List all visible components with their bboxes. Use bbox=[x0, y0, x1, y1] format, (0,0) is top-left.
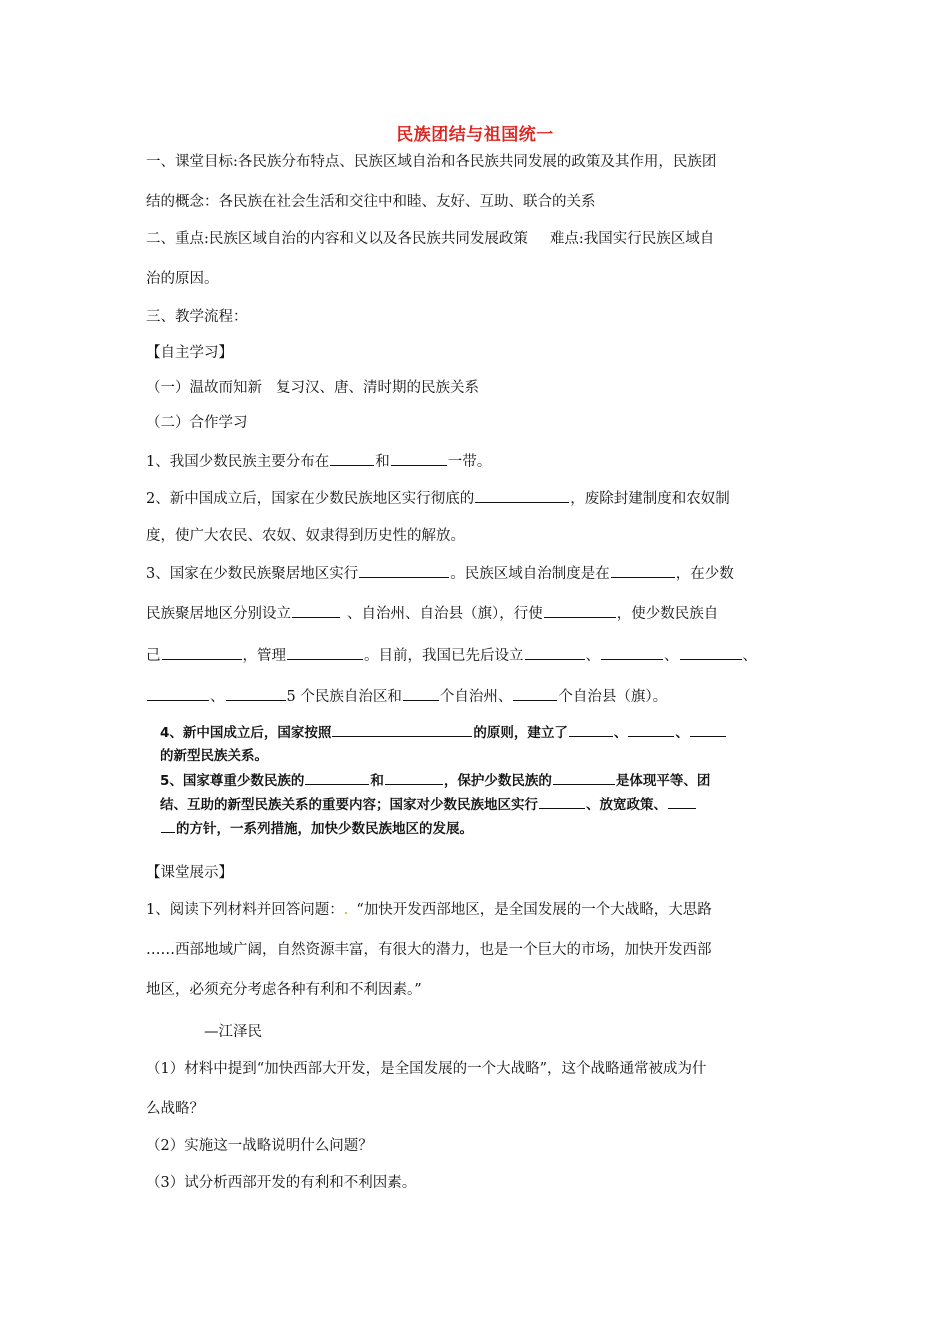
objective-line-1: 一、课堂目标:各民族分布特点、民族区域自治和各民族共同发展的政策及其作用，民族团 bbox=[146, 154, 717, 170]
q5-text-l3: 的方针，一系列措施，加快少数民族地区的发展。 bbox=[176, 821, 473, 837]
answer-blank[interactable] bbox=[162, 645, 242, 660]
answer-blank[interactable] bbox=[287, 645, 363, 660]
review-topic: 复习汉、唐、清时期的民族关系 bbox=[276, 380, 479, 396]
q3-text-f: ，使少数民族自 bbox=[616, 606, 719, 622]
sub-question-3: （3）试分析西部开发的有利和不利因素。 bbox=[146, 1175, 417, 1191]
key-points-line-1 bbox=[146, 229, 714, 249]
q3-text-c: ，在少数 bbox=[675, 566, 734, 582]
q3-text-g: 己 bbox=[146, 648, 161, 664]
answer-blank[interactable] bbox=[601, 645, 663, 660]
answer-blank[interactable] bbox=[161, 818, 175, 833]
sub-question-1-line-1: （1）材料中提到“加快西部大开发，是全国发展的一个大战略”，这个战略通常被成为什 bbox=[146, 1061, 707, 1077]
material-line-2: ……西部地域广阔，自然资源丰富，有很大的潜力，也是一个巨大的市场，加快开发西部 bbox=[146, 942, 712, 958]
answer-blank[interactable] bbox=[539, 794, 585, 809]
separator: 、 bbox=[613, 725, 628, 741]
question-3-line-1 bbox=[146, 563, 734, 584]
answer-blank[interactable] bbox=[359, 563, 449, 578]
answer-blank[interactable] bbox=[611, 563, 675, 578]
answer-blank[interactable] bbox=[513, 686, 557, 701]
answer-blank[interactable] bbox=[385, 770, 443, 785]
q1-text-b: 和 bbox=[375, 454, 390, 470]
difficulty-text: 难点:我国实行民族区域自 bbox=[549, 231, 715, 247]
q3-text-k: 个自治州、 bbox=[439, 689, 513, 705]
question-5-line-3 bbox=[160, 818, 473, 839]
answer-blank[interactable] bbox=[475, 488, 569, 503]
mark-dot: . bbox=[343, 902, 349, 918]
q5-text-d: 是体现平等、团 bbox=[615, 773, 711, 789]
q5-text-b: 和 bbox=[370, 773, 384, 789]
cooperative-study-line: （二）合作学习 bbox=[146, 415, 248, 431]
answer-blank[interactable] bbox=[391, 451, 447, 466]
answer-blank[interactable] bbox=[292, 603, 340, 618]
answer-blank[interactable] bbox=[690, 722, 726, 737]
answer-blank[interactable] bbox=[668, 794, 696, 809]
review-label: （一）温故而知新 bbox=[146, 380, 262, 396]
process-heading: 三、教学流程： bbox=[146, 309, 248, 325]
key-points-line-2: 治的原因。 bbox=[146, 271, 219, 287]
answer-blank[interactable] bbox=[330, 451, 374, 466]
quote-author: —江泽民 bbox=[204, 1024, 262, 1040]
separator: 、 bbox=[585, 648, 600, 664]
question-3-line-3 bbox=[146, 645, 757, 666]
q3-text-b: 。民族区域自治制度是在 bbox=[450, 566, 610, 582]
q4-text-b: 的原则，建立了 bbox=[473, 725, 568, 741]
question-2-line-2: 度，使广大农民、农奴、奴隶得到历史性的解放。 bbox=[146, 528, 465, 544]
q3-text-i: 。目前，我国已先后设立 bbox=[364, 648, 524, 664]
self-study-header: 【自主学习】 bbox=[146, 345, 233, 361]
q3-text-a: 3、国家在少数民族聚居地区实行 bbox=[146, 566, 359, 582]
answer-blank[interactable] bbox=[525, 645, 585, 660]
question-2-line-1 bbox=[146, 488, 730, 509]
answer-blank[interactable] bbox=[226, 686, 286, 701]
q5-text-l2b: 、放宽政策、 bbox=[586, 797, 667, 813]
q3-text-e: 、自治州、自治县（旗），行使 bbox=[347, 606, 543, 622]
material-line-3: 地区，必须充分考虑各种有利和不利因素。” bbox=[146, 982, 422, 998]
answer-blank[interactable] bbox=[569, 722, 613, 737]
q5-text-l2a: 结、互助的新型民族关系的重要内容；国家对少数民族地区实行 bbox=[160, 797, 538, 813]
q5-text-c: ，保护少数民族的 bbox=[443, 773, 552, 789]
material-intro: 1、阅读下列材料并回答问题： bbox=[146, 902, 344, 918]
q1-text-c: 一带。 bbox=[447, 454, 492, 470]
sub-question-2: （2）实施这一战略说明什么问题？ bbox=[146, 1138, 373, 1154]
answer-blank[interactable] bbox=[332, 722, 472, 737]
q2-text-a: 2、新中国成立后，国家在少数民族地区实行彻底的 bbox=[146, 491, 475, 507]
page-title: 民族团结与祖国统一 bbox=[396, 125, 554, 145]
q3-text-h: ，管理 bbox=[242, 648, 286, 664]
separator: 、 bbox=[210, 689, 225, 705]
q3-text-l: 个自治县（旗）。 bbox=[558, 689, 668, 705]
separator: 、 bbox=[742, 648, 757, 664]
q5-text-a: 5、国家尊重少数民族的 bbox=[160, 773, 305, 789]
q4-text-a: 4、新中国成立后，国家按照 bbox=[160, 725, 332, 741]
sub-question-1-line-2: 么战略？ bbox=[146, 1101, 204, 1117]
objective-line-2: 结的概念：各民族在社会生活和交往中和睦、友好、互助、联合的关系 bbox=[146, 194, 596, 210]
material-quote-start: “加快开发西部地区，是全国发展的一个大战略，大思路 bbox=[356, 902, 712, 918]
separator: 、 bbox=[675, 725, 689, 741]
question-3-line-2 bbox=[146, 603, 718, 624]
answer-blank[interactable] bbox=[553, 770, 615, 785]
question-4-line-1 bbox=[160, 722, 727, 743]
q1-text-a: 1、我国少数民族主要分布在 bbox=[146, 454, 330, 470]
review-line bbox=[146, 378, 479, 398]
answer-blank[interactable] bbox=[544, 603, 616, 618]
question-1 bbox=[146, 451, 491, 472]
classroom-display-header: 【课堂展示】 bbox=[146, 865, 233, 881]
question-3-line-4 bbox=[146, 686, 667, 707]
material-line-1 bbox=[146, 900, 712, 920]
answer-blank[interactable] bbox=[305, 770, 369, 785]
question-4-line-2: 的新型民族关系。 bbox=[160, 748, 268, 764]
q3-text-j: 5 个民族自治区和 bbox=[286, 689, 402, 705]
q2-text-b: ，废除封建制度和农奴制 bbox=[570, 491, 730, 507]
key-points-text: 二、重点:民族区域自治的内容和义以及各民族共同发展政策 bbox=[146, 231, 528, 247]
answer-blank[interactable] bbox=[680, 645, 742, 660]
question-5-line-1 bbox=[160, 770, 710, 791]
answer-blank[interactable] bbox=[403, 686, 439, 701]
answer-blank[interactable] bbox=[147, 686, 209, 701]
q3-text-d: 民族聚居地区分别设立 bbox=[146, 606, 291, 622]
question-5-line-2 bbox=[160, 794, 697, 815]
separator: 、 bbox=[664, 648, 679, 664]
answer-blank[interactable] bbox=[628, 722, 674, 737]
